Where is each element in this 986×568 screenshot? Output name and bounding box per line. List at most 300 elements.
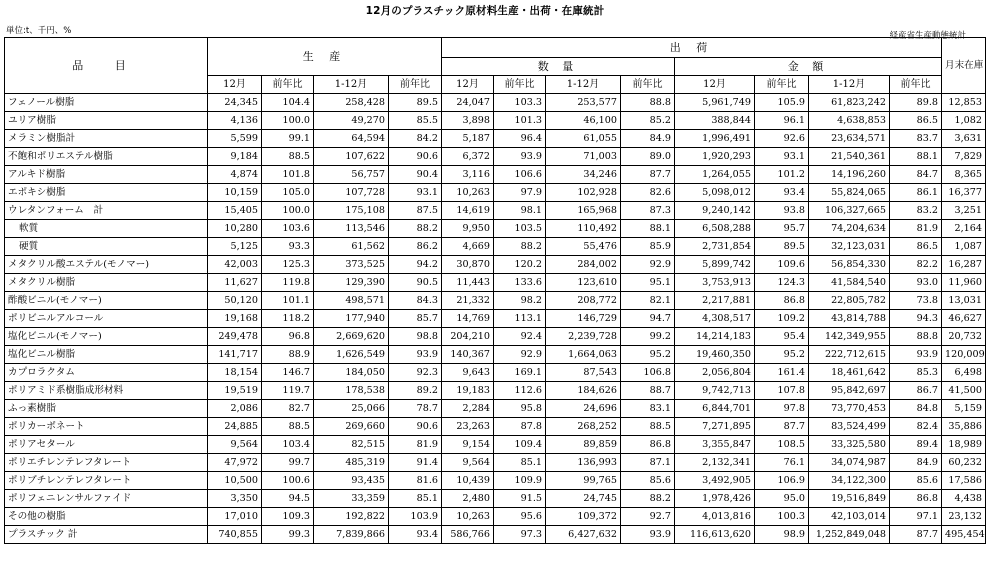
row-value: 84.8: [890, 400, 942, 418]
row-value: 113,546: [314, 220, 389, 238]
row-value: 96.4: [494, 130, 546, 148]
row-value: 85.5: [389, 112, 442, 130]
row-value: 82.2: [890, 256, 942, 274]
row-value: 33,359: [314, 490, 389, 508]
row-name: カプロラクタム: [5, 364, 208, 382]
row-value: 88.8: [621, 94, 675, 112]
row-value: 60,232: [942, 454, 986, 472]
row-value: 169.1: [494, 364, 546, 382]
row-value: 19,519: [208, 382, 262, 400]
row-value: 56,757: [314, 166, 389, 184]
row-value: 9,742,713: [675, 382, 755, 400]
row-value: 1,920,293: [675, 148, 755, 166]
table-row: [5, 202, 986, 220]
row-value: 23,132: [942, 508, 986, 526]
row-value: 92.6: [755, 130, 809, 148]
row-value: 89.0: [621, 148, 675, 166]
row-value: 1,978,426: [675, 490, 755, 508]
row-value: 34,246: [546, 166, 621, 184]
row-value: 92.4: [494, 328, 546, 346]
table-row: [5, 130, 986, 148]
table-row: [5, 166, 986, 184]
row-value: 82.6: [621, 184, 675, 202]
row-value: 61,562: [314, 238, 389, 256]
row-name: ポリブチレンテレフタレート: [5, 472, 208, 490]
row-value: 6,372: [442, 148, 494, 166]
row-value: 5,159: [942, 400, 986, 418]
item-header: 品 目: [5, 38, 208, 94]
row-value: 78.7: [389, 400, 442, 418]
row-value: 98.2: [494, 292, 546, 310]
row-value: 110,492: [546, 220, 621, 238]
row-value: 88.5: [262, 148, 314, 166]
row-value: 2,731,854: [675, 238, 755, 256]
row-value: 30,870: [442, 256, 494, 274]
row-name: 酢酸ビニル(モノマー): [5, 292, 208, 310]
row-value: 95.2: [755, 346, 809, 364]
row-value: 2,239,728: [546, 328, 621, 346]
row-value: 14,619: [442, 202, 494, 220]
table-body: [5, 94, 986, 544]
row-value: 124.3: [755, 274, 809, 292]
row-value: 90.6: [389, 418, 442, 436]
row-value: 82.7: [262, 400, 314, 418]
row-value: 50,120: [208, 292, 262, 310]
row-value: 87.7: [890, 526, 942, 544]
row-value: 89.8: [890, 94, 942, 112]
row-value: 498,571: [314, 292, 389, 310]
row-value: 106.8: [621, 364, 675, 382]
row-value: 87.8: [494, 418, 546, 436]
row-value: 109.4: [494, 436, 546, 454]
row-name: ポリフェニレンサルファイド: [5, 490, 208, 508]
row-value: 93.4: [755, 184, 809, 202]
row-value: 89.5: [755, 238, 809, 256]
row-value: 93.9: [890, 346, 942, 364]
table-row: [5, 274, 986, 292]
row-value: 88.2: [621, 490, 675, 508]
row-value: 5,098,012: [675, 184, 755, 202]
row-value: 178,538: [314, 382, 389, 400]
row-value: 85.2: [621, 112, 675, 130]
row-value: 7,271,895: [675, 418, 755, 436]
table-row: [5, 148, 986, 166]
row-value: 73,770,453: [809, 400, 890, 418]
row-value: 99.2: [621, 328, 675, 346]
sub-header-cell: 1-12月: [546, 76, 621, 94]
row-name: フェノール樹脂: [5, 94, 208, 112]
row-value: 108.5: [755, 436, 809, 454]
row-value: 85.3: [890, 364, 942, 382]
row-value: 43,814,788: [809, 310, 890, 328]
page-title: 12月のプラスチック原材料生産・出荷・在庫統計: [365, 5, 605, 17]
inventory-header: 月末在庫: [942, 38, 986, 94]
row-value: 85.7: [389, 310, 442, 328]
row-value: 20,732: [942, 328, 986, 346]
row-value: 2,669,620: [314, 328, 389, 346]
row-value: 107,622: [314, 148, 389, 166]
row-value: 208,772: [546, 292, 621, 310]
sub-header-cell: 12月: [208, 76, 262, 94]
row-name: ポリカーボネート: [5, 418, 208, 436]
row-value: 86.7: [890, 382, 942, 400]
row-value: 113.1: [494, 310, 546, 328]
row-value: 9,154: [442, 436, 494, 454]
row-value: 112.6: [494, 382, 546, 400]
row-value: 16,287: [942, 256, 986, 274]
row-value: 99.7: [262, 454, 314, 472]
row-value: 95.1: [621, 274, 675, 292]
row-value: 8,365: [942, 166, 986, 184]
row-value: 2,217,881: [675, 292, 755, 310]
row-value: 98.8: [389, 328, 442, 346]
table-row: [5, 238, 986, 256]
source-note: 経産省生産動態統計: [889, 31, 966, 41]
row-value: 123,610: [546, 274, 621, 292]
sub-header-cell: 前年比: [389, 76, 442, 94]
row-value: 2,056,804: [675, 364, 755, 382]
row-value: 104.4: [262, 94, 314, 112]
row-value: 88.7: [621, 382, 675, 400]
row-value: 5,961,749: [675, 94, 755, 112]
row-name: ポリアセタール: [5, 436, 208, 454]
row-value: 4,308,517: [675, 310, 755, 328]
row-value: 96.1: [755, 112, 809, 130]
row-value: 9,950: [442, 220, 494, 238]
row-value: 83.1: [621, 400, 675, 418]
row-value: 3,350: [208, 490, 262, 508]
row-value: 86.1: [890, 184, 942, 202]
row-value: 23,263: [442, 418, 494, 436]
row-value: 18,154: [208, 364, 262, 382]
table-row: [5, 436, 986, 454]
row-value: 5,187: [442, 130, 494, 148]
row-value: 88.1: [890, 148, 942, 166]
row-value: 15,405: [208, 202, 262, 220]
table-row: [5, 112, 986, 130]
row-value: 120.2: [494, 256, 546, 274]
row-value: 10,263: [442, 184, 494, 202]
row-value: 10,500: [208, 472, 262, 490]
row-value: 86.2: [389, 238, 442, 256]
row-value: 34,074,987: [809, 454, 890, 472]
row-value: 10,280: [208, 220, 262, 238]
row-value: 91.5: [494, 490, 546, 508]
row-value: 1,082: [942, 112, 986, 130]
row-value: 94.7: [621, 310, 675, 328]
row-value: 98.9: [755, 526, 809, 544]
row-value: 11,627: [208, 274, 262, 292]
row-value: 9,184: [208, 148, 262, 166]
row-value: 103.9: [389, 508, 442, 526]
row-value: 88.5: [262, 418, 314, 436]
row-value: 3,631: [942, 130, 986, 148]
row-value: 2,132,341: [675, 454, 755, 472]
row-name: アルキド樹脂: [5, 166, 208, 184]
row-value: 93.9: [621, 526, 675, 544]
row-value: 91.4: [389, 454, 442, 472]
row-value: 42,003: [208, 256, 262, 274]
row-value: 86.5: [890, 238, 942, 256]
row-value: 25,066: [314, 400, 389, 418]
row-value: 83.2: [890, 202, 942, 220]
production-header: 生 産: [208, 38, 442, 76]
row-value: 24,745: [546, 490, 621, 508]
row-value: 17,010: [208, 508, 262, 526]
row-value: 98.1: [494, 202, 546, 220]
row-value: 102,928: [546, 184, 621, 202]
row-value: 84.7: [890, 166, 942, 184]
row-value: 3,116: [442, 166, 494, 184]
row-value: 6,508,288: [675, 220, 755, 238]
sub-header-cell: 前年比: [494, 76, 546, 94]
row-value: 107,728: [314, 184, 389, 202]
row-value: 109.3: [262, 508, 314, 526]
row-value: 1,996,491: [675, 130, 755, 148]
sub-header-cell: 前年比: [890, 76, 942, 94]
row-value: 41,500: [942, 382, 986, 400]
row-value: 13,031: [942, 292, 986, 310]
row-value: 101.8: [262, 166, 314, 184]
row-value: 109.6: [755, 256, 809, 274]
row-value: 222,712,615: [809, 346, 890, 364]
table-row: [5, 418, 986, 436]
row-value: 94.2: [389, 256, 442, 274]
row-value: 34,122,300: [809, 472, 890, 490]
row-value: 3,355,847: [675, 436, 755, 454]
row-name: 不飽和ポリエステル樹脂: [5, 148, 208, 166]
row-value: 41,584,540: [809, 274, 890, 292]
row-value: 61,823,242: [809, 94, 890, 112]
row-value: 95.2: [621, 346, 675, 364]
row-value: 84.9: [621, 130, 675, 148]
row-name: エポキシ樹脂: [5, 184, 208, 202]
row-value: 93.9: [389, 346, 442, 364]
row-value: 88.8: [890, 328, 942, 346]
row-value: 84.9: [890, 454, 942, 472]
row-value: 4,669: [442, 238, 494, 256]
row-name: ユリア樹脂: [5, 112, 208, 130]
table-row: [5, 364, 986, 382]
row-value: 120,009: [942, 346, 986, 364]
row-value: 14,196,260: [809, 166, 890, 184]
row-value: 89.2: [389, 382, 442, 400]
row-value: 83,524,499: [809, 418, 890, 436]
row-value: 3,753,913: [675, 274, 755, 292]
row-value: 16,377: [942, 184, 986, 202]
row-value: 109.9: [494, 472, 546, 490]
sub-header-cell: 1-12月: [809, 76, 890, 94]
row-name: プラスチック 計: [5, 526, 208, 544]
row-value: 125.3: [262, 256, 314, 274]
row-value: 82.1: [621, 292, 675, 310]
row-value: 81.6: [389, 472, 442, 490]
row-value: 6,844,701: [675, 400, 755, 418]
row-name: 塩化ビニル(モノマー): [5, 328, 208, 346]
table-row: [5, 382, 986, 400]
row-value: 7,829: [942, 148, 986, 166]
row-value: 140,367: [442, 346, 494, 364]
row-value: 3,251: [942, 202, 986, 220]
row-value: 284,002: [546, 256, 621, 274]
shipment-header: 出 荷: [442, 38, 942, 58]
row-value: 99,765: [546, 472, 621, 490]
row-value: 119.8: [262, 274, 314, 292]
row-value: 204,210: [442, 328, 494, 346]
table-header: [5, 38, 986, 94]
row-value: 192,822: [314, 508, 389, 526]
row-value: 88.2: [389, 220, 442, 238]
row-value: 89,859: [546, 436, 621, 454]
row-value: 100.6: [262, 472, 314, 490]
amount-header: 金 額: [675, 58, 942, 76]
row-value: 100.0: [262, 112, 314, 130]
row-value: 99.3: [262, 526, 314, 544]
row-name: ポリアミド系樹脂成形材料: [5, 382, 208, 400]
row-value: 142,349,955: [809, 328, 890, 346]
row-value: 118.2: [262, 310, 314, 328]
row-value: 35,886: [942, 418, 986, 436]
row-value: 46,627: [942, 310, 986, 328]
row-value: 86.8: [890, 490, 942, 508]
row-value: 18,989: [942, 436, 986, 454]
table-row: [5, 310, 986, 328]
row-value: 19,460,350: [675, 346, 755, 364]
row-value: 76.1: [755, 454, 809, 472]
row-value: 19,516,849: [809, 490, 890, 508]
row-value: 22,805,782: [809, 292, 890, 310]
sub-header-cell: 1-12月: [314, 76, 389, 94]
row-value: 89.5: [389, 94, 442, 112]
row-value: 32,123,031: [809, 238, 890, 256]
sub-header-cell: 前年比: [755, 76, 809, 94]
row-value: 2,480: [442, 490, 494, 508]
row-value: 24,696: [546, 400, 621, 418]
row-value: 97.1: [890, 508, 942, 526]
row-value: 9,643: [442, 364, 494, 382]
row-value: 94.3: [890, 310, 942, 328]
row-value: 55,824,065: [809, 184, 890, 202]
row-value: 495,454: [942, 526, 986, 544]
row-value: 86.8: [621, 436, 675, 454]
row-value: 95.7: [755, 220, 809, 238]
row-value: 5,125: [208, 238, 262, 256]
row-value: 2,164: [942, 220, 986, 238]
table-row: [5, 346, 986, 364]
table-row: [5, 220, 986, 238]
table-row: [5, 490, 986, 508]
row-value: 116,613,620: [675, 526, 755, 544]
row-value: 249,478: [208, 328, 262, 346]
row-value: 56,854,330: [809, 256, 890, 274]
row-value: 136,993: [546, 454, 621, 472]
row-value: 55,476: [546, 238, 621, 256]
row-value: 93.1: [389, 184, 442, 202]
row-value: 95.8: [494, 400, 546, 418]
row-value: 7,839,866: [314, 526, 389, 544]
row-value: 4,874: [208, 166, 262, 184]
row-value: 95.0: [755, 490, 809, 508]
row-value: 1,252,849,048: [809, 526, 890, 544]
row-value: 93,435: [314, 472, 389, 490]
row-value: 96.8: [262, 328, 314, 346]
row-value: 9,564: [442, 454, 494, 472]
row-value: 82.4: [890, 418, 942, 436]
row-name: ふっ素樹脂: [5, 400, 208, 418]
row-value: 101.3: [494, 112, 546, 130]
row-name: メタクリル樹脂: [5, 274, 208, 292]
row-value: 100.3: [755, 508, 809, 526]
row-value: 87.5: [389, 202, 442, 220]
row-name: メタクリル酸エステル(モノマー): [5, 256, 208, 274]
row-value: 92.3: [389, 364, 442, 382]
row-value: 3,492,905: [675, 472, 755, 490]
row-value: 24,885: [208, 418, 262, 436]
row-value: 106.9: [755, 472, 809, 490]
row-value: 3,898: [442, 112, 494, 130]
row-value: 177,940: [314, 310, 389, 328]
row-value: 23,634,571: [809, 130, 890, 148]
row-value: 253,577: [546, 94, 621, 112]
row-value: 85.1: [389, 490, 442, 508]
row-value: 81.9: [890, 220, 942, 238]
row-name: ウレタンフォーム 計: [5, 202, 208, 220]
statistics-table: [4, 37, 986, 544]
row-value: 33,325,580: [809, 436, 890, 454]
row-value: 100.0: [262, 202, 314, 220]
row-value: 5,899,742: [675, 256, 755, 274]
row-value: 10,263: [442, 508, 494, 526]
row-value: 106,327,665: [809, 202, 890, 220]
row-value: 42,103,014: [809, 508, 890, 526]
row-value: 24,047: [442, 94, 494, 112]
row-value: 61,055: [546, 130, 621, 148]
row-value: 146,729: [546, 310, 621, 328]
row-value: 86.8: [755, 292, 809, 310]
row-value: 103.3: [494, 94, 546, 112]
row-value: 19,183: [442, 382, 494, 400]
row-value: 92.9: [494, 346, 546, 364]
row-value: 81.9: [389, 436, 442, 454]
row-value: 89.4: [890, 436, 942, 454]
row-value: 14,769: [442, 310, 494, 328]
row-value: 88.1: [621, 220, 675, 238]
row-value: 17,586: [942, 472, 986, 490]
row-value: 161.4: [755, 364, 809, 382]
table-row: [5, 256, 986, 274]
row-value: 1,087: [942, 238, 986, 256]
row-value: 87.7: [621, 166, 675, 184]
row-value: 64,594: [314, 130, 389, 148]
row-name: 硬質: [5, 238, 208, 256]
row-value: 90.6: [389, 148, 442, 166]
row-value: 740,855: [208, 526, 262, 544]
row-value: 49,270: [314, 112, 389, 130]
row-value: 24,345: [208, 94, 262, 112]
row-value: 2,284: [442, 400, 494, 418]
row-value: 90.4: [389, 166, 442, 184]
row-value: 85.6: [621, 472, 675, 490]
row-value: 21,540,361: [809, 148, 890, 166]
row-value: 119.7: [262, 382, 314, 400]
row-value: 268,252: [546, 418, 621, 436]
row-value: 86.5: [890, 112, 942, 130]
row-value: 6,427,632: [546, 526, 621, 544]
row-value: 18,461,642: [809, 364, 890, 382]
row-value: 146.7: [262, 364, 314, 382]
row-value: 87,543: [546, 364, 621, 382]
row-value: 97.3: [494, 526, 546, 544]
